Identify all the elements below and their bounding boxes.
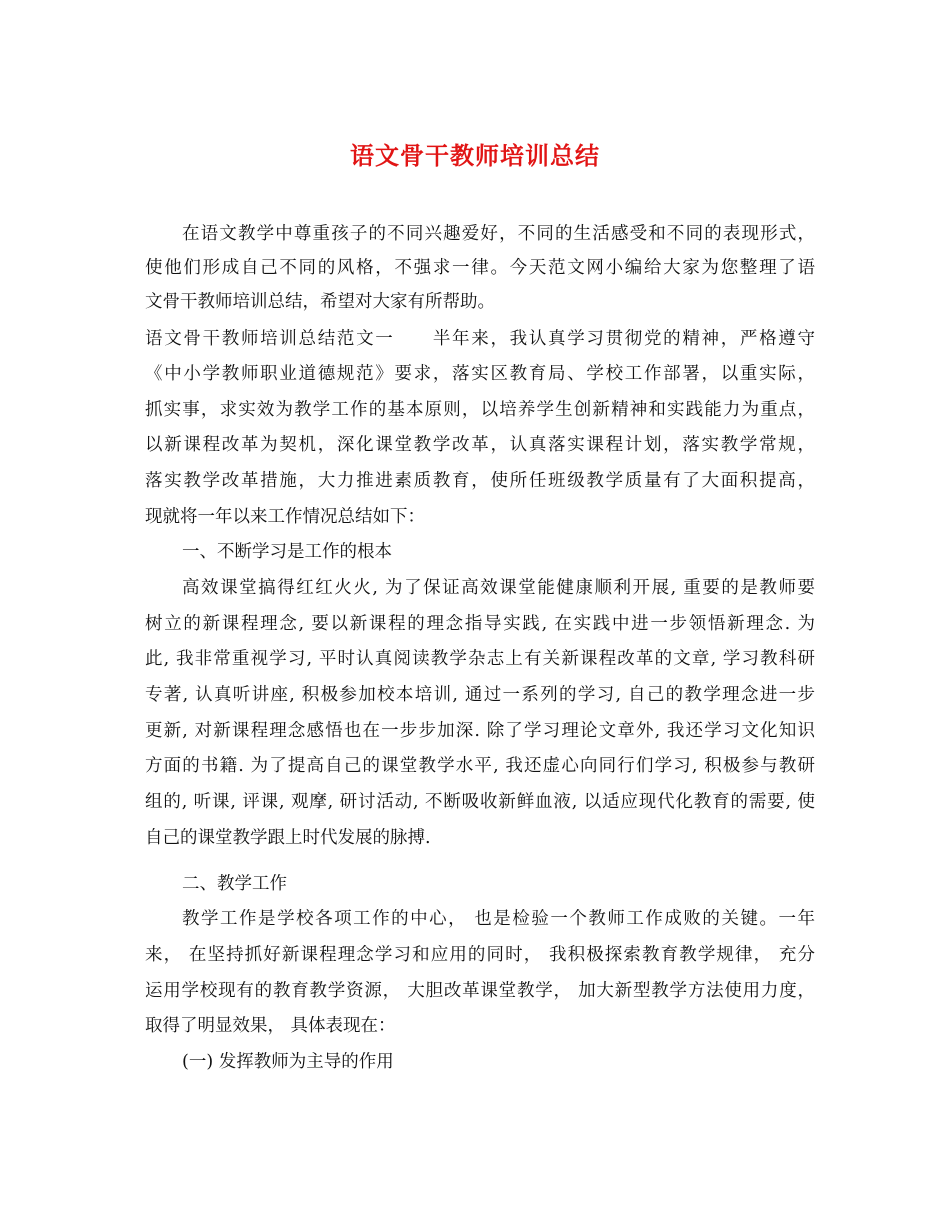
paragraph-line: 方面的书籍. 为了提高自己的课堂教学水平, 我还虚心向同行们学习, 积极参与教研 (145, 756, 815, 776)
paragraph-line: 《中小学教师职业道德规范》要求，落实区教育局、学校工作部署，以重实际， (145, 364, 815, 384)
paragraph-line: 使他们形成自己不同的风格，不强求一律。今天范文网小编给大家为您整理了语 (145, 258, 815, 278)
paragraph-line: 在语文教学中尊重孩子的不同兴趣爱好，不同的生活感受和不同的表现形式， (182, 224, 815, 244)
paragraph-line: 语文骨干教师培训总结范文一 半年来，我认真学习贯彻党的精神，严格遵守 (145, 329, 815, 349)
paragraph-line: 以新课程改革为契机，深化课堂教学改革，认真落实课程计划，落实教学常规， (145, 435, 815, 455)
paragraph-line: 专著, 认真听讲座, 积极参加校本培训, 通过一系列的学习, 自己的教学理念进一步 (145, 685, 815, 705)
paragraph-line: 教学工作是学校各项工作的中心， 也是检验一个教师工作成败的关键。一年 (182, 909, 815, 929)
paragraph-line: 来， 在坚持抓好新课程理念学习和应用的同时， 我积极探索教育教学规律， 充分 (145, 945, 815, 965)
paragraph-line: 现就将一年以来工作情况总结如下： (145, 507, 425, 527)
section-heading: 一、不断学习是工作的根本 (182, 542, 392, 562)
paragraph-line: 更新, 对新课程理念感悟也在一步步加深. 除了学习理论文章外, 我还学习文化知识 (145, 721, 815, 741)
section-heading: 二、教学工作 (182, 874, 287, 894)
paragraph-line: 文骨干教师培训总结，希望对大家有所帮助。 (145, 292, 495, 312)
paragraph-line: 此, 我非常重视学习, 平时认真阅读教学杂志上有关新课程改革的文章, 学习教科研 (145, 649, 815, 669)
paragraph-line: 取得了明显效果， 具体表现在： (145, 1016, 396, 1036)
paragraph-line: 组的, 听课, 评课, 观摩, 研讨活动, 不断吸收新鲜血液, 以适应现代化教育的需要, 使 (145, 792, 815, 812)
paragraph-line: 抓实事，求实效为教学工作的基本原则，以培养学生创新精神和实践能力为重点， (145, 400, 815, 420)
paragraph-line: 高效课堂搞得红红火火, 为了保证高效课堂能健康顺利开展, 重要的是教师要 (182, 578, 815, 598)
paragraph-line: 落实教学改革措施，大力推进素质教育，使所任班级教学质量有了大面积提高， (145, 471, 815, 491)
paragraph-line: 树立的新课程理念, 要以新课程的理念指导实践, 在实践中进一步领悟新理念. 为 (145, 614, 815, 634)
paragraph-line: 自己的课堂教学跟上时代发展的脉搏. (145, 828, 431, 848)
document-title: 语文骨干教师培训总结 (350, 141, 600, 170)
paragraph-line: 运用学校现有的教育教学资源， 大胆改革课堂教学， 加大新型教学方法使用力度， (145, 981, 815, 1001)
subsection-heading: (一) 发挥教师为主导的作用 (182, 1052, 394, 1072)
